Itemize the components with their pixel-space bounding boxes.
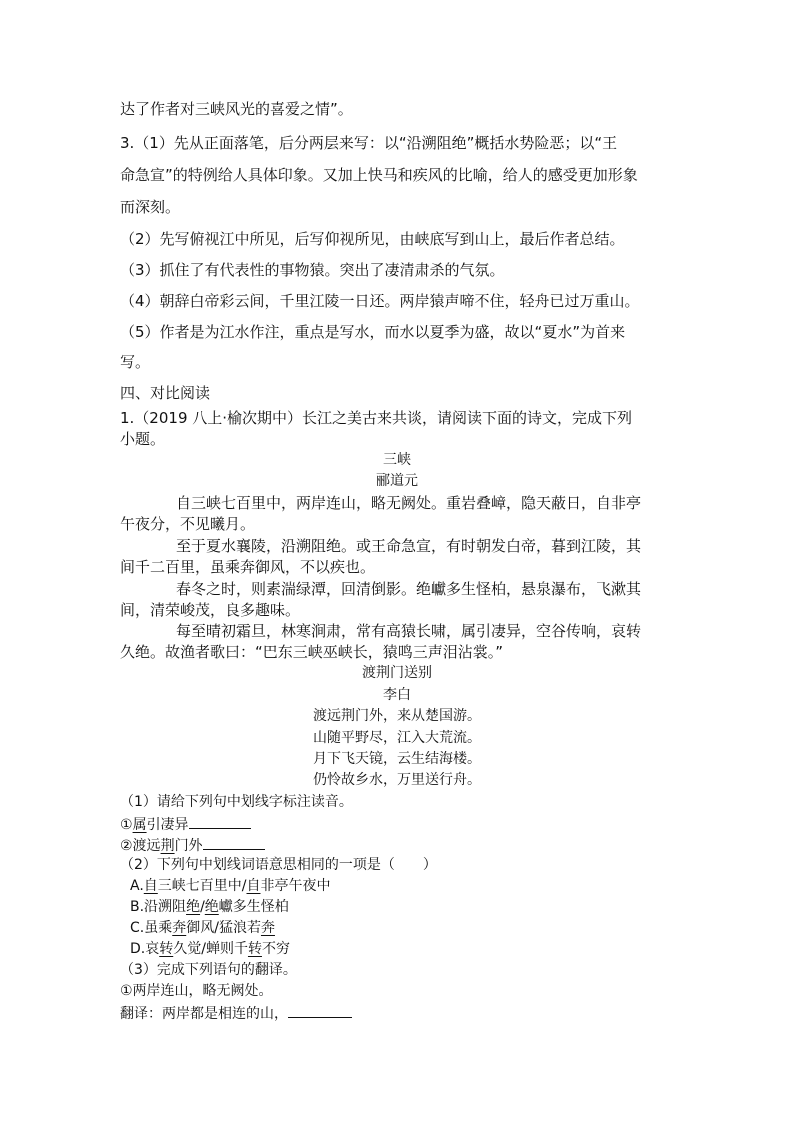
option-c[interactable] xyxy=(130,919,275,937)
analysis-line-5: （2）先写俯视江中所见，后写仰视所见，由峡底写到山上，最后作者总结。 xyxy=(120,230,625,248)
analysis-line-4: 而深刻。 xyxy=(120,198,181,216)
underlined-word: 自 xyxy=(143,878,158,894)
sanxia-p2-line-2: 间千二百里，虽乘奔御风，不以疾也。 xyxy=(120,558,376,576)
underlined-word: 绝 xyxy=(204,899,219,915)
option-a-suffix: 非亭午夜中 xyxy=(260,878,331,894)
poem-line-2: 山随平野尽，江入大荒流。 xyxy=(313,730,481,746)
subquestion-1a-suffix: 引凄异 xyxy=(146,817,189,833)
underlined-word: 转 xyxy=(247,941,262,957)
analysis-line-1: 达了作者对三峡风光的喜爱之情”。 xyxy=(120,100,353,118)
poem-author: 李白 xyxy=(383,687,411,703)
poem-line-4: 仍怜故乡水，万里送行舟。 xyxy=(313,772,481,788)
subquestion-1a xyxy=(120,814,251,834)
subquestion-1b xyxy=(120,835,265,855)
sanxia-p4-line-2: 久绝。故渔者歌曰：“巴东三峡巫峡长，猿鸣三声泪沾裳。” xyxy=(120,643,504,661)
translation-line xyxy=(120,1003,352,1023)
option-a-prefix: A. xyxy=(130,878,144,894)
underlined-word: 奔 xyxy=(172,920,187,936)
option-b-middle: / xyxy=(200,899,205,915)
option-d-prefix: D.哀 xyxy=(130,941,160,957)
sanxia-p3-line-2: 间，清荣峻茂，良多趣味。 xyxy=(120,601,301,619)
analysis-line-2: 3.（1）先从正面落笔，后分两层来写：以“沿溯阻绝”概括水势险恶；以“王 xyxy=(120,134,618,152)
option-d-middle: 久觉/蝉则千 xyxy=(173,941,248,957)
section-heading: 四、对比阅读 xyxy=(120,384,211,402)
underlined-char: 荆 xyxy=(160,838,175,854)
analysis-line-9: 写。 xyxy=(120,353,151,371)
analysis-line-7: （4）朝辞白帝彩云间，千里江陵一日还。两岸猿声啼不住，轻舟已过万重山。 xyxy=(120,292,640,310)
sanxia-p3-line-1: 春冬之时，则素湍绿潭，回清倒影。绝巘多生怪柏，悬泉瀑布，飞漱其 xyxy=(176,580,642,598)
subquestion-1a-prefix: ① xyxy=(120,817,133,833)
sanxia-author: 郦道元 xyxy=(376,473,418,489)
option-a[interactable] xyxy=(130,877,331,895)
answer-blank[interactable] xyxy=(189,814,251,829)
option-a-middle: 三峡七百里中/ xyxy=(157,878,247,894)
answer-blank[interactable] xyxy=(203,835,265,850)
sanxia-p2-line-1: 至于夏水襄陵，沿溯阻绝。或王命急宣，有时朝发白帝，暮到江陵，其 xyxy=(176,537,642,555)
poem-line-1: 渡远荆门外，来从楚国游。 xyxy=(313,708,481,724)
subquestion-3a: ①两岸连山，略无阙处。 xyxy=(120,983,273,999)
sanxia-p1-line-2: 午夜分，不见曦月。 xyxy=(120,515,256,533)
question-1-line-1: 1.（2019 八上·榆次期中）长江之美古来共谈，请阅读下面的诗文，完成下列 xyxy=(120,409,633,427)
analysis-line-3: 命急宣”的特例给人具体印象。又加上快马和疾风的比喻，给人的感受更加形象 xyxy=(120,166,638,184)
option-c-prefix: C.虽乘 xyxy=(130,920,173,936)
subquestion-1b-suffix: 门外 xyxy=(174,838,203,854)
underlined-word: 转 xyxy=(159,941,174,957)
underlined-word: 奔 xyxy=(260,920,275,936)
option-b[interactable] xyxy=(130,898,289,916)
subquestion-2: （2）下列句中划线词语意思相同的一项是（ ） xyxy=(120,857,437,873)
poem-title: 渡荆门送别 xyxy=(362,665,432,681)
sanxia-p4-line-1: 每至晴初霜旦，林寒涧肃，常有高猿长啸，属引凄异，空谷传响，哀转 xyxy=(176,622,642,640)
option-c-middle: 御风/猛浪若 xyxy=(186,920,261,936)
subquestion-1: （1）请给下列句中划线字标注读音。 xyxy=(120,794,353,810)
underlined-word: 自 xyxy=(246,878,261,894)
option-d-suffix: 不穷 xyxy=(261,941,290,957)
answer-blank[interactable] xyxy=(288,1003,352,1018)
underlined-char: 属 xyxy=(132,817,147,833)
sanxia-p1-line-1: 自三峡七百里中，两岸连山，略无阙处。重岩叠嶂，隐天蔽日，自非亭 xyxy=(176,494,642,512)
sanxia-title: 三峡 xyxy=(383,452,411,468)
option-b-suffix: 巘多生怪柏 xyxy=(218,899,289,915)
subquestion-3: （3）完成下列语句的翻译。 xyxy=(120,962,297,978)
option-d[interactable] xyxy=(130,940,290,958)
analysis-line-6: （3）抓住了有代表性的事物猿。突出了凄清肃杀的气氛。 xyxy=(120,261,505,279)
question-1-line-2: 小题。 xyxy=(120,430,166,448)
option-b-prefix: B.沿溯阻 xyxy=(130,899,187,915)
underlined-word: 绝 xyxy=(186,899,201,915)
subquestion-1b-prefix: ②渡远 xyxy=(120,838,161,854)
poem-line-3: 月下飞天镜，云生结海楼。 xyxy=(313,751,481,767)
analysis-line-8: （5）作者是为江水作注，重点是写水，而水以夏季为盛，故以“夏水”为首来 xyxy=(120,323,626,341)
translation-prefix: 翻译：两岸都是相连的山， xyxy=(120,1006,288,1022)
